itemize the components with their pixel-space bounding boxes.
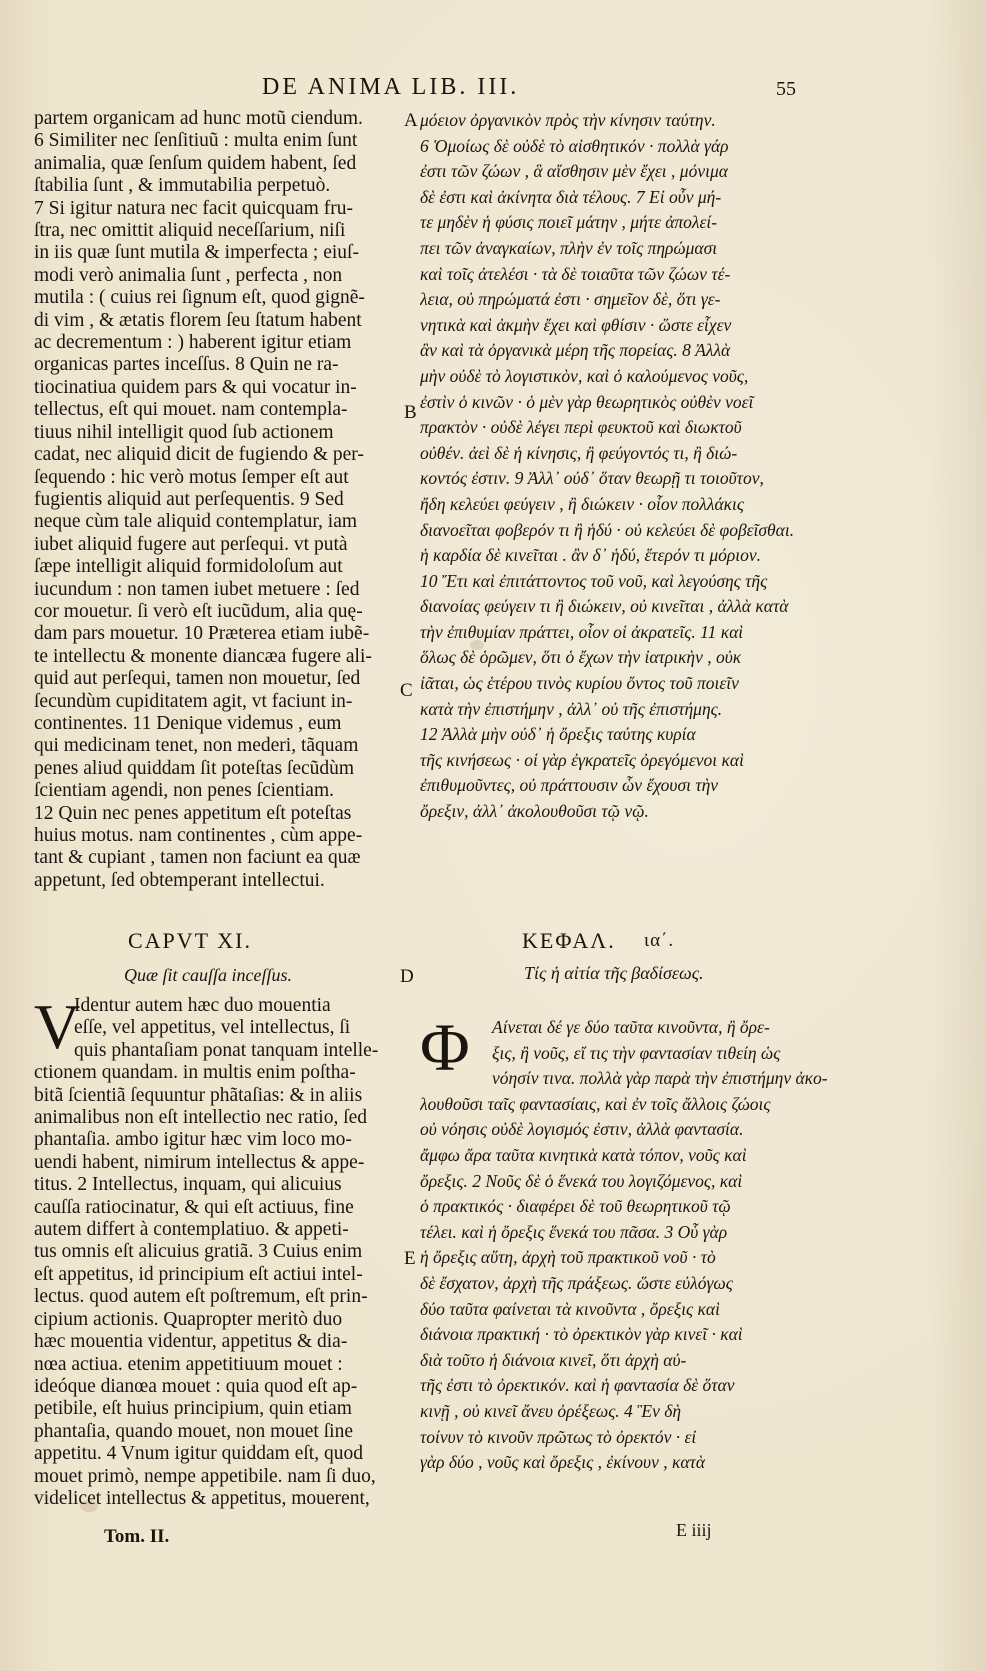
text-line: ac decrementum : ) haberent igitur etiam: [34, 332, 352, 354]
chapter-subtitle-greek: Τίς ἡ αἰτία τῆς βαδίσεως.: [524, 963, 704, 983]
text-line: ſæpe intelligit aliquid formidoloſum aut: [34, 556, 343, 578]
text-line: autem differt à contemplatiuo. & appeti-: [34, 1219, 349, 1241]
text-line: νητικὰ καὶ ἀκμὴν ἔχει καὶ φθίσιν · ὥστε εἶχεν: [420, 314, 732, 335]
text-line: ξις, ἢ νοῦς, εἴ τις τὴν φαντασίαν τιθείη ὡς: [492, 1042, 781, 1063]
text-line: cor mouetur. ſi verò eſt iucũdum, alia quę-: [34, 600, 363, 622]
text-line: animalibus non eſt intellectio nec ratio, ſed: [34, 1107, 368, 1129]
text-line: τέλει. καὶ ἡ ὄρεξις ἕνεκά του πᾶσα. 3 Οὗ γὰρ: [420, 1221, 728, 1242]
text-line: νόησίν τινα. πολλὰ γὰρ παρὰ τὴν ἐπιστήμην ἀκο-: [492, 1068, 828, 1089]
text-line: cadat, nec aliquid dicit de fugiendo & per-: [34, 444, 364, 466]
text-line: cipium actionis. Quapropter meritò duo: [34, 1308, 343, 1330]
margin-letter-e: E: [404, 1248, 416, 1269]
drop-cap-latin: V: [34, 991, 81, 1062]
text-line: ἡ καρδία δὲ κινεῖται . ἂν δ᾽ ἡδύ, ἕτερόν τι μόριον.: [420, 545, 762, 566]
text-line: ὁ πρακτικός · διαφέρει δὲ τοῦ θεωρητικοῦ τῷ: [420, 1196, 731, 1217]
text-line: phantaſia, quando mouet, non mouet ſine: [34, 1420, 353, 1442]
text-line: hæc mouentia videntur, appetitus & dia-: [34, 1331, 348, 1353]
text-line: 7 Si igitur natura nec facit quicquam fru-: [34, 197, 353, 219]
text-line: ἄμφω ἄρα ταῦτα κινητικὰ κατὰ τόπον, νοῦς καὶ: [420, 1144, 747, 1165]
text-line: neque cùm tale aliquid contemplatur, iam: [34, 511, 358, 533]
text-line: οὐθέν. ἀεὶ δὲ ἡ κίνησις, ἢ φεύγοντός τι, ἢ διώ-: [420, 442, 738, 463]
text-line: μόειον ὀργανικὸν πρὸς τὴν κίνησιν ταύτην.: [420, 110, 716, 130]
text-line: in iis quæ ſunt mutila & imperfecta ; eiuſ-: [34, 242, 359, 264]
text-line: fugientis aliquid aut perſequentis. 9 Sed: [34, 488, 344, 510]
text-line: Identur autem hæc duo mouentia: [74, 995, 331, 1016]
text-line: uendi habent, nimirum intellectus & appe-: [34, 1151, 365, 1173]
text-line: ſcientiam agendi, non penes ſcientiam.: [34, 780, 334, 802]
text-line: ctionem quandam. in multis enim poſtha-: [34, 1062, 356, 1084]
text-line: petibile, eſt huius principium, quin etiam: [34, 1398, 352, 1420]
text-line: ἂν καὶ τὰ ὀργανικὰ μέρη τῆς πορείας. 8 Ἀλλὰ: [420, 340, 731, 361]
text-line: 6 Similiter nec ſenſitiuũ : multa enim ſunt: [34, 130, 358, 152]
text-line: κοντός ἐστιν. 9 Ἀλλ᾽ οὐδ᾽ ὅταν θεωρῇ τι τοιοῦτον,: [420, 468, 764, 489]
text-line: μὴν οὐδὲ τὸ λογιστικὸν, καὶ ὁ καλούμενος νοῦς,: [420, 365, 749, 386]
text-line: tant & cupiant , tamen non faciunt ea quæ: [34, 847, 361, 869]
chapter-title-greek: ΚΕΦΑΛ.: [522, 928, 616, 953]
text-line: διανοίας φεύγειν τι ἢ διώκειν, οὐ κινεῖται , ἀλλὰ κατὰ: [420, 596, 789, 617]
text-line: τὴν ἐπιθυμίαν πράττει, οἷον οἱ ἀκρατεῖς. 11 καὶ: [420, 621, 744, 642]
text-line: penes aliud quiddam ſit poteſtas ſecũdùm: [34, 757, 355, 779]
text-line: ἐστι τῶν ζώων , ἃ αἴσθησιν μὲν ἔχει , μόνιμα: [420, 161, 728, 182]
text-line: cauſſa ratiocinatur, & qui eſt actiuus, fine: [34, 1196, 354, 1218]
page-header: [0, 74, 986, 104]
chapter-title-latin: CAPVT XI.: [128, 928, 252, 953]
text-line: mutila : ( cuius rei ſignum eſt, quod gignẽ-: [34, 287, 365, 309]
text-line: titus. 2 Intellectus, inquam, qui alicuius: [34, 1174, 342, 1196]
text-line: Αίνεται δέ γε δύο ταῦτα κινοῦντα, ἢ ὄρε-: [492, 1017, 770, 1037]
text-line: ὅλως δὲ ὁρῶμεν, ὅτι ὁ ἔχων τὴν ἰατρικὴν , οὐκ: [420, 647, 742, 668]
text-line: bitã ſcientiã ſequuntur phãtaſias: & in aliis: [34, 1084, 363, 1106]
running-head: DE ANIMA LIB. III.: [262, 74, 520, 100]
text-line: κατὰ τὴν ἐπιστήμην , ἀλλ᾽ οὐ τῆς ἐπιστήμης.: [420, 698, 723, 719]
text-line: tiuus nihil intelligit quod ſub actionem: [34, 421, 334, 443]
margin-letter-a: A: [404, 110, 418, 131]
text-line: nœa actiua. etenim appetitiuum mouet :: [34, 1353, 343, 1375]
text-line: eſſe, vel appetitus, vel intellectus, ſi: [74, 1017, 351, 1039]
margin-letter-b: B: [404, 402, 417, 423]
text-line: δύο ταῦτα φαίνεται τὰ κινοῦντα , ὄρεξις καὶ: [420, 1298, 720, 1319]
text-line: tus omnis eſt alicuius gratiã. 3 Cuius enim: [34, 1241, 363, 1263]
margin-letter-c: C: [400, 680, 413, 701]
text-line: λουθοῦσι ταῖς φαντασίαις, καὶ ἐν τοῖς ἄλλοις ζώοις: [420, 1093, 771, 1114]
text-line: γὰρ δύο , νοῦς καὶ ὄρεξις , ἐκίνουν , κατὰ: [420, 1452, 706, 1473]
text-line: διὰ τοῦτο ἡ διάνοια κινεῖ, ὅτι ἀρχὴ αὐ-: [420, 1349, 687, 1370]
text-line: λεια, οὐ πηρώματά ἐστι · σημεῖον δὲ, ὅτι γε-: [420, 289, 721, 310]
text-line: ἤδη κελεύει φεύγειν , ἢ διώκειν · οἷον πολλάκις: [420, 493, 745, 514]
text-line: πρακτὸν · οὐδὲ λέγει περὶ φευκτοῦ καὶ διωκτοῦ: [420, 417, 742, 438]
text-line: videlicet intellectus & appetitus, mouerent,: [34, 1487, 370, 1509]
text-line: διάνοια πρακτική · τὸ ὀρεκτικὸν γὰρ κινεῖ · καὶ: [420, 1324, 743, 1345]
text-line: τοίνυν τὸ κινοῦν πρῶτως τὸ ὀρεκτόν · εἰ: [420, 1426, 697, 1447]
text-line: ὄρεξις. 2 Νοῦς δὲ ὁ ἕνεκά του λογιζόμενος, καὶ: [420, 1170, 743, 1191]
text-line: ἰᾶται, ὡς ἑτέρου τινὸς κυρίου ὄντος τοῦ ποιεῖν: [420, 673, 739, 694]
text-line: τῆς κινήσεως · οἱ γὰρ ἐγκρατεῖς ὀρεγόμενοι καὶ: [420, 749, 744, 770]
text-line: organicas partes inceſſus. 8 Quin ne ra-: [34, 354, 339, 376]
text-line: ſtabilia ſunt , & immutabilia perpetuò.: [34, 175, 331, 197]
text-line: huius motus. nam continentes , cùm appe-: [34, 825, 363, 846]
text-line: ſequendo : hic verò motus ſemper eſt aut: [34, 466, 349, 488]
chapter-number-greek: ια΄.: [644, 930, 675, 951]
text-line: 10 Ἔτι καὶ ἐπιτάττοντος τοῦ νοῦ, καὶ λεγούσης τῆς: [420, 570, 768, 591]
chapter-subtitle-latin: Quæ ſit cauſſa inceſſus.: [124, 965, 292, 985]
signature-mark: E iiij: [676, 1520, 712, 1540]
text-line: appetitu. 4 Vnum igitur quiddam eſt, quod: [34, 1443, 363, 1465]
text-line: iucundum : non tamen iubet metuere : ſed: [34, 578, 360, 600]
text-line: ὄρεξιν, ἀλλ᾽ ἀκολουθοῦσι τῷ νῷ.: [420, 801, 649, 822]
text-line: 12 Quin nec penes appetitum eſt poteſtas: [34, 802, 352, 824]
text-line: mouet primò, nempe appetibile. nam ſi duo,: [34, 1465, 376, 1487]
volume-mark: Tom. II.: [104, 1526, 170, 1547]
text-line: τῆς ἐστι τὸ ὀρεκτικόν. καὶ ἡ φαντασία δὲ ὅταν: [420, 1375, 735, 1396]
text-line: qui medicinam tenet, non mederi, tãquam: [34, 735, 359, 757]
text-line: οὐ νόησις οὐδὲ λογισμός ἐστιν, ἀλλὰ φαντασία.: [420, 1119, 744, 1140]
text-line: κινῇ , οὐ κινεῖ ἄνευ ὀρέξεως. 4 Ἓν δὴ: [420, 1400, 682, 1421]
text-line: dam pars mouetur. 10 Præterea etiam iubẽ-: [34, 623, 370, 645]
text-line: tiocinatiua quidem pars & qui vocatur in-: [34, 376, 357, 398]
text-line: quid aut perſequi, tamen non mouetur, ſed: [34, 668, 361, 690]
text-line: δὲ ἐστι καὶ ἀκίνητα διὰ τέλους. 7 Εἰ οὖν μή-: [420, 186, 722, 207]
text-line: ἐπιθυμοῦντες, οὐ πράττουσιν ὧν ἔχουσι τὴν: [420, 775, 719, 796]
text-line: iubet aliquid fugere aut perſequi. vt putà: [34, 533, 348, 555]
text-line: animalia, quæ ſenſum quidem habent, ſed: [34, 152, 357, 174]
text-line: partem organicam ad hunc motũ ciendum.: [34, 108, 363, 129]
text-line: τε μηδὲν ἡ φύσις ποιεῖ μάτην , μήτε ἀπολεί-: [420, 212, 718, 233]
greek-column-bottom: [420, 1009, 950, 1476]
text-line: eſt appetitus, id principium eſt actiui intel-: [34, 1263, 363, 1285]
text-line: διανοεῖται φοβερόν τι ἢ ἡδύ · οὐ κελεύει δὲ φοβεῖσθαι.: [420, 519, 795, 540]
drop-cap-greek: Φ: [420, 1009, 470, 1085]
text-line: appetunt, ſed obtemperant intellectui.: [34, 869, 325, 891]
latin-column-top: [34, 108, 396, 892]
text-line: di vim , & ætatis florem ſeu ſtatum habent: [34, 309, 362, 331]
margin-letter-d: D: [400, 966, 414, 987]
text-line: tellectus, eſt qui mouet. nam contempla-: [34, 399, 348, 421]
text-line: phantaſia. ambo igitur hæc vim loco mo-: [34, 1129, 352, 1151]
greek-column-top: [420, 108, 950, 825]
text-line: 6 Ὁμοίως δὲ οὐδὲ τὸ αἰσθητικόν · πολλὰ γάρ: [420, 135, 729, 156]
latin-column-bottom: [34, 991, 396, 1510]
page-number: 55: [776, 78, 796, 100]
text-line: πει τῶν ἀναγκαίων, πλὴν ἐν τοῖς πηρώμασι: [420, 237, 718, 258]
text-line: ſecundùm cupiditatem agit, vt faciunt in-: [34, 690, 353, 712]
text-line: ſtra, nec omittit aliquid neceſſarium, niſi: [34, 220, 346, 242]
text-line: quis phantaſiam ponat tanquam intelle-: [74, 1039, 379, 1061]
text-line: te intellectu & monente diancæa fugere ali-: [34, 645, 372, 667]
text-line: δὲ ἔσχατον, ἀρχὴ τῆς πράξεως. ὥστε εὐλόγως: [420, 1272, 733, 1293]
text-line: ἐστὶν ὁ κινῶν · ὁ μὲν γὰρ θεωρητικὸς οὐθὲν νοεῖ: [420, 391, 754, 412]
text-line: lectus. quod autem eſt poſtremum, eſt prin-: [34, 1286, 368, 1308]
text-line: ἡ ὄρεξις αὕτη, ἀρχὴ τοῦ πρακτικοῦ νοῦ · τὸ: [420, 1247, 716, 1268]
text-line: 12 Ἀλλὰ μὴν οὐδ᾽ ἡ ὄρεξις ταύτης κυρία: [420, 724, 696, 745]
text-line: ideóque dianœa mouet : quia quod eſt ap-: [34, 1375, 358, 1397]
text-line: continentes. 11 Denique videmus , eum: [34, 712, 342, 734]
text-line: modi verò animalia ſunt , perfecta , non: [34, 264, 343, 286]
text-line: καὶ τοῖς ἀτελέσι · τὰ δὲ τοιαῦτα τῶν ζώων τέ-: [420, 263, 731, 284]
